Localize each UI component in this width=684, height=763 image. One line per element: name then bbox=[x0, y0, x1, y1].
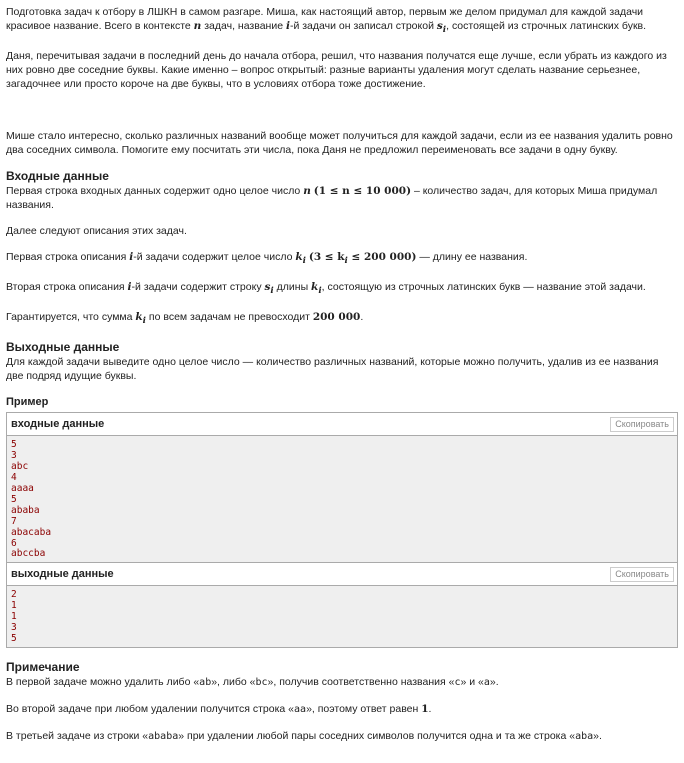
input-section-title: Входные данные bbox=[6, 169, 109, 184]
output-section-title: Выходные данные bbox=[6, 340, 120, 355]
copy-output-button[interactable]: Скопировать bbox=[610, 567, 674, 582]
input-line: aaaa bbox=[11, 483, 34, 494]
output-line: 3 bbox=[11, 622, 17, 634]
example-output-title: выходные данные bbox=[11, 568, 114, 581]
note-paragraph-1: В первой задаче можно удалить либо «ab», либо «bc», получив соответственно названия «c» и «a». bbox=[6, 675, 499, 688]
input-line: 7 bbox=[11, 515, 17, 527]
example-output-header bbox=[7, 562, 677, 586]
example-box bbox=[6, 412, 678, 648]
input-paragraph-1: Первая строка входных данных содержит одно целое число n (1 ≤ n ≤ 10 000) – количество задач, для которых Миша придумал названия. bbox=[6, 185, 658, 212]
input-line: 4 bbox=[11, 472, 17, 484]
input-line: abccba bbox=[11, 548, 46, 560]
legend-paragraph-1: Подготовка задач к отбору в ЛШКН в самом разгаре. Миша, как настоящий автор, первым же делом придумал для каждой задачи красивое название. Всего в контексте n задач, название i-й задачи он записал строкой $s_i$, состоящей из строчных латинских букв. bbox=[6, 6, 647, 36]
input-paragraph-3: Первая строка описания i-й задачи содержит целое число $k_i$ ($3 \le k_i \le 200$ 000) — длину ее названия. bbox=[6, 251, 528, 267]
note-paragraph-3: В третьей задаче из строки «ababa» при удалении любой пары соседних символов получится одна и та же строка «aba». bbox=[6, 729, 602, 742]
input-line: 5 bbox=[11, 439, 17, 451]
input-paragraph-4: Вторая строка описания i-й задачи содержит строку $s_i$ длины $k_i$, состоящую из строчных латинских букв — название этой задачи. bbox=[6, 281, 646, 297]
output-line: 1 bbox=[11, 600, 17, 612]
example-input-header bbox=[7, 413, 677, 436]
output-line: 2 bbox=[11, 589, 17, 601]
example-input-body bbox=[7, 436, 677, 562]
note-paragraph-2: Во второй задаче при любом удалении получится строка «aa», поэтому ответ равен 1. bbox=[6, 702, 432, 715]
input-paragraph-5: Гарантируется, что сумма $k_i$ по всем задачам не превосходит 200 000. bbox=[6, 311, 364, 327]
note-section-title: Примечание bbox=[6, 659, 80, 674]
input-line: 6 bbox=[11, 537, 17, 549]
copy-input-button[interactable]: Скопировать bbox=[610, 417, 674, 432]
output-paragraph-1: Для каждой задачи выведите одно целое число — количество различных названий, которые можно получить, удалив из ее названия две подряд идущие буквы. bbox=[6, 356, 659, 383]
input-line: ababa bbox=[11, 504, 40, 516]
legend-paragraph-2: Даня, перечитывая задачи в последний день до начала отбора, решил, что названия получатся еще лучше, если убрать из каждого из них ровно две соседние буквы. Какие именно – вопрос открытый: разные варианты удаления могут сделать название серьезнее, загадочнее или просто короче на две буквы, что в условиях отбора тоже достижение. bbox=[6, 50, 667, 91]
example-title: Пример bbox=[6, 396, 49, 409]
example-output-body bbox=[7, 586, 677, 647]
input-line: 5 bbox=[11, 493, 17, 505]
input-line: abc bbox=[11, 461, 29, 473]
example-input-title: входные данные bbox=[11, 418, 105, 431]
input-line: 3 bbox=[11, 450, 17, 462]
output-line: 1 bbox=[11, 611, 17, 623]
legend-paragraph-3: Мише стало интересно, сколько различных названий вообще может получиться для каждой задачи, если из ее названия удалить ровно два соседних символа. Помогите ему посчитать эти числа, пока Даня не предложил переименовать все задачи в одну букву. bbox=[6, 130, 673, 157]
input-paragraph-2: Далее следуют описания этих задач. bbox=[6, 225, 187, 238]
input-line: abacaba bbox=[11, 526, 52, 538]
output-line: 5 bbox=[11, 632, 17, 644]
